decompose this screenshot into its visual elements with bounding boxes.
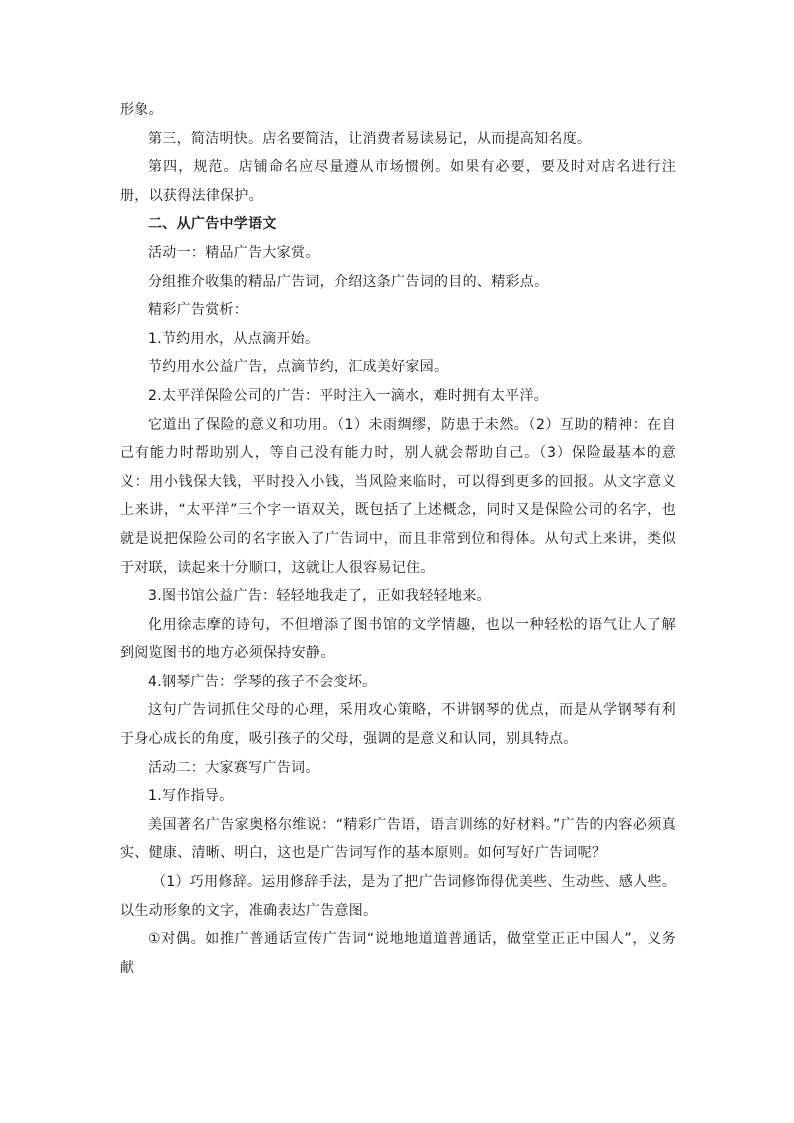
paragraph-fourth-principle: 第四，规范。店铺命名应尽量遵从市场惯例。如果有必要，要及时对店名进行注册，以获得法律保护。 [120, 159, 676, 204]
paragraph-antithesis: ①对偶。如推广普通话宣传广告词“说地地道道普通话，做堂堂正正中国人”，义务献 [120, 931, 676, 976]
document-page [120, 96, 676, 982]
paragraph-activity-one: 活动一：精品广告大家赏。 [148, 244, 320, 261]
paragraph-ad-insurance-desc: 它道出了保险的意义和功用。（1）未雨绸缪，防患于未然。（2）互助的精神：在自己有能力时帮助别人，等自己没有能力时，别人就会帮助自己。（3）保险最基本的意义：用小钱保大钱，平时投入小钱，当风险来临时，可以得到更多的回报。从文字意义上来讲，“太平洋”三个字一语双关，既包括了上述概念，同时又是保险公司的名字，也就是说把保险公司的名字嵌入了广告词中，而且非常到位和得体。从句式上来讲，类似于对联，读起来十分顺口，这就让人很容易记住。 [120, 416, 676, 576]
paragraph-ad-water: 1.节约用水，从点滴开始。 [148, 330, 320, 347]
paragraph-ad-library: 3.图书馆公益广告：轻轻地我走了，正如我轻轻地来。 [148, 588, 491, 605]
paragraph-writing-guide: 1.写作指导。 [148, 788, 234, 805]
paragraph-third-principle: 第三，简洁明快。店名要简洁，让消费者易读易记，从而提高知名度。 [148, 130, 592, 147]
paragraph-ad-library-desc: 化用徐志摩的诗句，不但增添了图书馆的文学情趣，也以一种轻松的语气让人了解到阅览图书的地方必须保持安静。 [120, 616, 676, 662]
paragraph-ad-piano: 4.钢琴广告：学琴的孩子不会变坏。 [148, 673, 377, 690]
paragraph-analysis-title: 精彩广告赏析： [148, 302, 249, 319]
paragraph-ad-insurance: 2.太平洋保险公司的广告：平时注入一滴水，难时拥有太平洋。 [148, 387, 549, 404]
paragraph-group-recommend: 分组推介收集的精品广告词，介绍这条广告词的目的、精彩点。 [148, 273, 549, 290]
paragraph-activity-two: 活动二：大家赛写广告词。 [148, 759, 320, 776]
section-heading-learn-from-ads: 二、从广告中学语文 [148, 216, 277, 233]
paragraph-image-end: 形象。 [120, 102, 163, 118]
paragraph-ad-water-desc: 节约用水公益广告，点滴节约，汇成美好家园。 [148, 359, 449, 376]
paragraph-ogilvy-quote: 美国著名广告家奥格尔维说：“精彩广告语，语言训练的好材料。”广告的内容必须真实、健康、清晰、明白，这也是广告词写作的基本原则。如何写好广告词呢？ [120, 816, 676, 862]
paragraph-ad-piano-desc: 这句广告词抓住父母的心理，采用攻心策略，不讲钢琴的优点，而是从学钢琴有利于身心成长的角度，吸引孩子的父母，强调的是意义和认同，别具特点。 [120, 702, 676, 748]
paragraph-rhetoric: （1）巧用修辞。运用修辞手法，是为了把广告词修饰得优美些、生动些、感人些。以生动形象的文字，准确表达广告意图。 [120, 874, 677, 919]
